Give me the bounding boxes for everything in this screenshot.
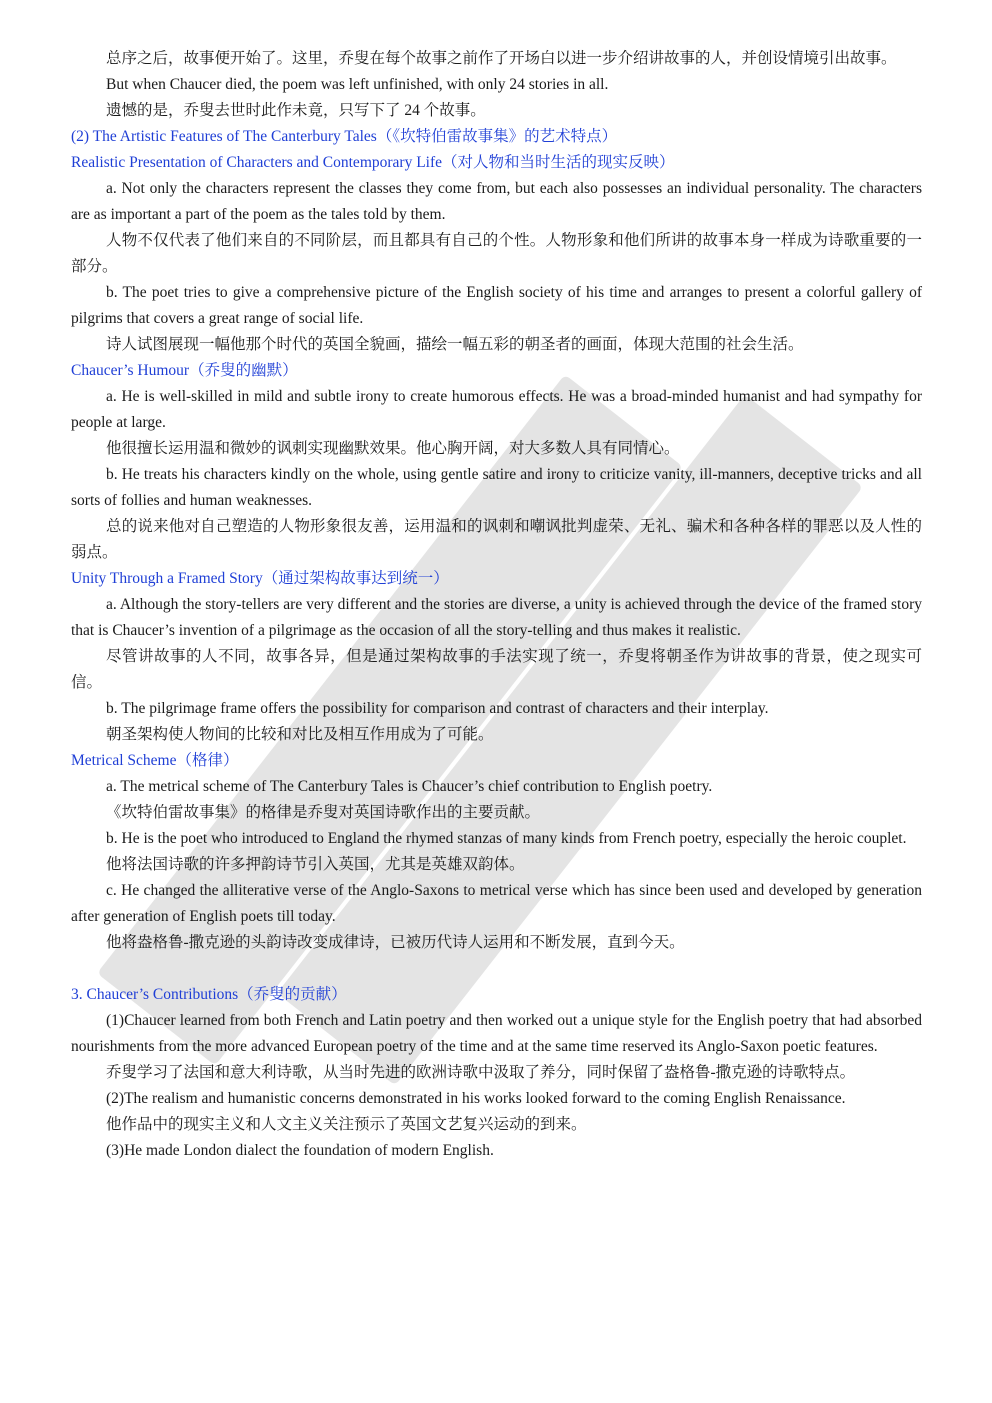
paragraph: 总序之后，故事便开始了。这里，乔叟在每个故事之前作了开场白以进一步介绍讲故事的人，并创设情境引出故事。 — [106, 50, 897, 67]
paragraph: a. Not only the characters represent the classes they come from, but each also possesses an individual personality. The characters are as important a part of the poem as the tales told by them. — [71, 180, 922, 223]
paragraph: a. The metrical scheme of The Canterbury Tales is Chaucer’s chief contribution to English poetry. — [106, 778, 713, 795]
paragraph: 诗人试图展现一幅他那个时代的英国全貌画，描绘一幅五彩的朝圣者的画面，体现大范围的社会生活。 — [106, 336, 804, 353]
subsection-heading: Chaucer’s Humour（乔叟的幽默） — [71, 362, 298, 379]
paragraph: 他很擅长运用温和微妙的讽刺实现幽默效果。他心胸开阔，对大多数人具有同情心。 — [106, 440, 680, 457]
paragraph: b. He is the poet who introduced to England the rhymed stanzas of many kinds from French poetry, especially the heroic couplet. — [106, 830, 907, 847]
paragraph: 他作品中的现实主义和人文主义关注预示了英国文艺复兴运动的到来。 — [106, 1116, 587, 1133]
paragraph: 尽管讲故事的人不同，故事各异，但是通过架构故事的手法实现了统一，乔叟将朝圣作为讲故事的背景，使之现实可信。 — [71, 648, 922, 691]
section-heading: 3. Chaucer’s Contributions（乔叟的贡献） — [71, 986, 347, 1003]
paragraph: 乔叟学习了法国和意大利诗歌，从当时先进的欧洲诗歌中汲取了养分，同时保留了盎格鲁-撒克逊的诗歌特点。 — [106, 1064, 856, 1081]
paragraph: (2)The realism and humanistic concerns demonstrated in his works looked forward to the coming English Renaissance. — [106, 1090, 846, 1107]
paragraph: a. He is well-skilled in mild and subtle irony to create humorous effects. He was a broad-minded humanist and had sympathy for people at large. — [71, 388, 922, 431]
paragraph: b. The pilgrimage frame offers the possibility for comparison and contrast of characters and their interplay. — [106, 700, 769, 717]
paragraph: (1)Chaucer learned from both French and Latin poetry and then worked out a unique style for the English poetry that had absorbed nourishments from the more advanced European poetry of the time and at the same time reserved its Anglo-Saxon poetic features. — [71, 1012, 922, 1055]
paragraph: 朝圣架构使人物间的比较和对比及相互作用成为了可能。 — [106, 726, 494, 743]
section-heading: (2) The Artistic Features of The Canterbury Tales（《坎特伯雷故事集》的艺术特点） — [71, 128, 618, 145]
paragraph: 他将盎格鲁-撒克逊的头韵诗改变成律诗，已被历代诗人运用和不断发展，直到今天。 — [106, 934, 685, 951]
paragraph: 《坎特伯雷故事集》的格律是乔叟对英国诗歌作出的主要贡献。 — [106, 804, 541, 821]
paragraph: 人物不仅代表了他们来自的不同阶层，而且都具有自己的个性。人物形象和他们所讲的故事本身一样成为诗歌重要的一部分。 — [71, 232, 922, 275]
paragraph: 他将法国诗歌的许多押韵诗节引入英国，尤其是英雄双韵体。 — [106, 856, 525, 873]
document-page — [71, 46, 922, 1164]
paragraph: But when Chaucer died, the poem was left unfinished, with only 24 stories in all. — [106, 76, 609, 93]
spacer — [71, 956, 922, 982]
subsection-heading: Realistic Presentation of Characters and Contemporary Life（对人物和当时生活的现实反映） — [71, 154, 675, 171]
paragraph: a. Although the story-tellers are very different and the stories are diverse, a unity is achieved through the device of the framed story that is Chaucer’s invention of a pilgrimage as the occasion of all the story-telling and thus makes it realistic. — [71, 596, 922, 639]
paragraph: 遗憾的是，乔叟去世时此作未竟，只写下了 24 个故事。 — [106, 102, 486, 119]
paragraph: 总的说来他对自己塑造的人物形象很友善，运用温和的讽刺和嘲讽批判虚荣、无礼、骗术和各种各样的罪恶以及人性的弱点。 — [71, 518, 922, 561]
paragraph: b. He treats his characters kindly on the whole, using gentle satire and irony to criticize vanity, ill-manners, deceptive tricks and all sorts of follies and human weaknesses. — [71, 466, 922, 509]
paragraph: (3)He made London dialect the foundation of modern English. — [106, 1142, 494, 1159]
paragraph: b. The poet tries to give a comprehensive picture of the English society of his time and arranges to present a colorful gallery of pilgrims that covers a great range of social life. — [71, 284, 922, 327]
subsection-heading: Unity Through a Framed Story（通过架构故事达到统一） — [71, 570, 449, 587]
subsection-heading: Metrical Scheme（格律） — [71, 752, 239, 769]
paragraph: c. He changed the alliterative verse of the Anglo-Saxons to metrical verse which has since been used and developed by generation after generation of English poets till today. — [71, 882, 922, 925]
